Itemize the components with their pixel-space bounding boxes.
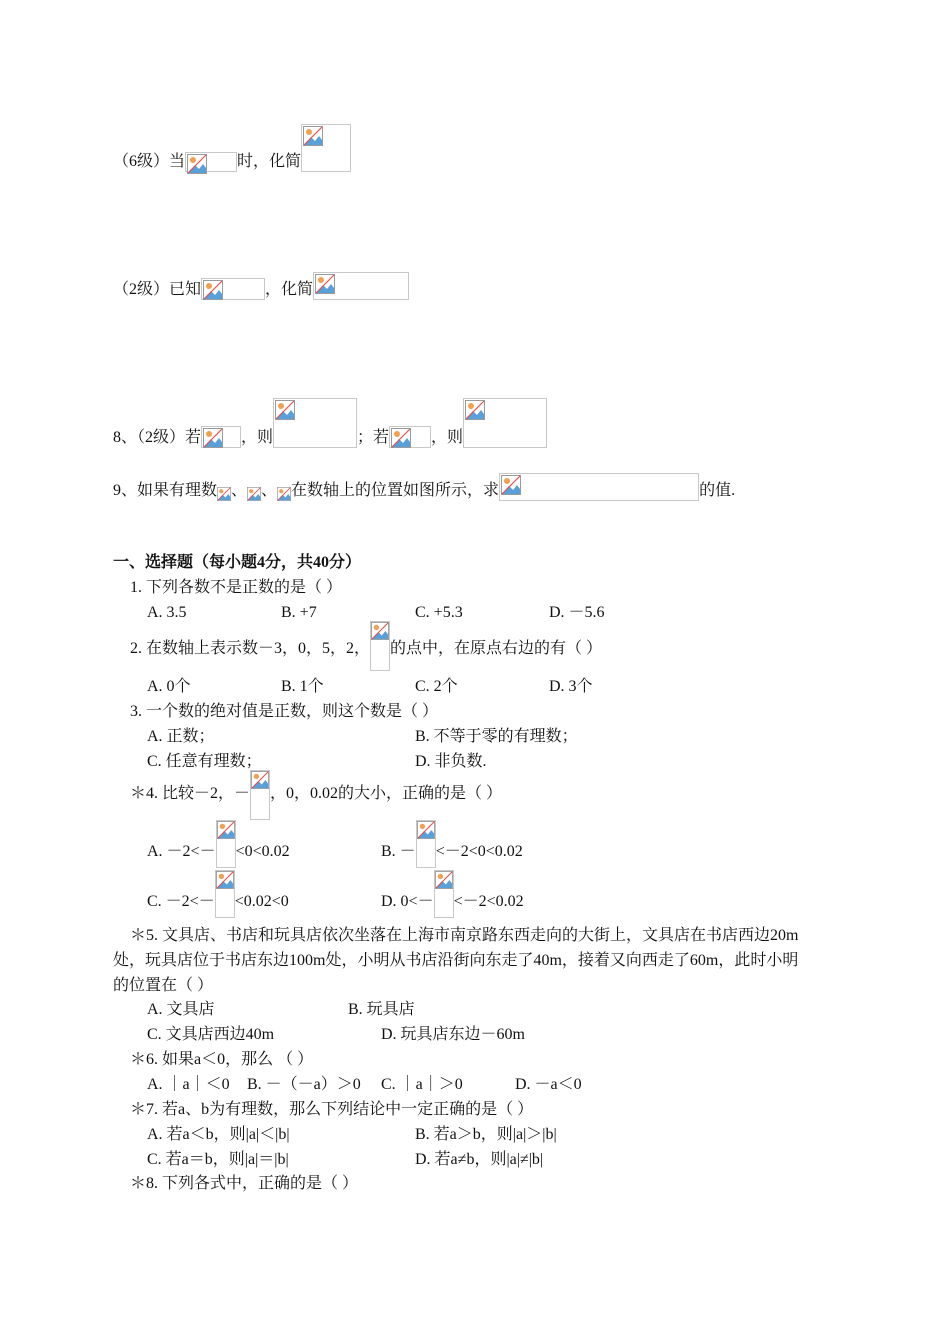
- formula-image: [313, 272, 409, 300]
- formula-image: [277, 487, 291, 501]
- q8-p4: ，则: [431, 429, 464, 446]
- mc3-option-a: A. 正数；: [147, 728, 215, 745]
- mc3-option-b: B. 不等于零的有理数；: [415, 728, 578, 745]
- formula-image: [201, 426, 241, 448]
- formula-image: [389, 426, 431, 448]
- q2-mid: ，化简: [265, 281, 314, 298]
- q9-p3: 的值.: [699, 482, 736, 499]
- mc5-option-c: C. 文具店西边40m: [147, 1026, 275, 1043]
- broken-image-icon: [216, 871, 234, 889]
- q8-p1: 8、（2级）若: [113, 429, 202, 446]
- formula-image: [273, 398, 357, 448]
- mc7-option-c: C. 若a＝b，则|a|＝|b|: [147, 1151, 289, 1168]
- formula-image: [247, 487, 261, 501]
- formula-image: [217, 487, 231, 501]
- broken-image-icon: [465, 400, 485, 420]
- mc4-option-a-part2: <0<0.02: [235, 843, 290, 860]
- broken-image-icon: [217, 487, 231, 501]
- q6-mid: 时，化简: [237, 153, 302, 170]
- broken-image-icon: [203, 428, 223, 448]
- mc2-option-a: A. 0个: [147, 678, 191, 695]
- mc8-stem: ＊8. 下列各式中，正确的是（ ）: [130, 1175, 359, 1192]
- formula-image: [216, 820, 236, 868]
- broken-image-icon: [303, 126, 323, 146]
- mc5-option-b: B. 玩具店: [348, 1001, 415, 1018]
- broken-image-icon: [371, 622, 389, 640]
- formula-image: [185, 152, 237, 172]
- mc1-option-b: B. +7: [281, 604, 317, 621]
- formula-image: [301, 124, 351, 172]
- broken-image-icon: [435, 871, 453, 889]
- q9-p1: 9、如果有理数: [113, 482, 218, 499]
- broken-image-icon: [203, 280, 223, 300]
- mc3-option-d: D. 非负数.: [415, 753, 487, 770]
- mc6-option-d: D. －a＜0: [515, 1076, 582, 1093]
- q9-sep2: 、: [261, 482, 278, 499]
- q9-sep1: 、: [231, 482, 248, 499]
- broken-image-icon: [217, 821, 235, 839]
- broken-image-icon: [277, 487, 291, 501]
- broken-image-icon: [315, 274, 335, 294]
- mc3-stem: 3. 一个数的绝对值是正数，则这个数是（ ）: [130, 703, 439, 720]
- mc7-option-b: B. 若a＞b，则|a|＞|b|: [415, 1126, 557, 1143]
- mc3-option-c: C. 任意有理数；: [147, 753, 262, 770]
- mc2-option-d: D. 3个: [549, 678, 593, 695]
- formula-image: [499, 473, 699, 501]
- formula-image: [370, 621, 390, 671]
- q9-p2: 在数轴上的位置如图所示，求: [291, 482, 500, 499]
- q2-prefix: （2级）已知: [113, 281, 202, 298]
- mc4-option-d-part1: D. 0<－: [381, 893, 434, 910]
- mc4-option-b-part1: B. －: [381, 843, 416, 860]
- mc5-option-d: D. 玩具店东边－60m: [381, 1026, 526, 1043]
- mc6-option-c: C. ｜a｜＞0: [381, 1076, 463, 1093]
- broken-image-icon: [187, 154, 207, 174]
- mc4-option-c-part1: C. －2<－: [147, 893, 215, 910]
- mc1-option-d: D. －5.6: [549, 604, 605, 621]
- mc4-stem-part2: ，0，0.02的大小，正确的是（ ）: [270, 785, 503, 802]
- broken-image-icon: [501, 475, 521, 495]
- mc1-stem: 1. 下列各数不是正数的是（ ）: [130, 579, 343, 596]
- mc4-option-a-part1: A. －2<－: [147, 843, 216, 860]
- mc1-option-a: A. 3.5: [147, 604, 187, 621]
- broken-image-icon: [247, 487, 261, 501]
- formula-image: [463, 398, 547, 448]
- q8-p3: ；若: [357, 429, 390, 446]
- formula-image: [250, 770, 270, 820]
- mc2-option-b: B. 1个: [281, 678, 324, 695]
- mc2-stem-part2: 的点中，在原点右边的有（ ）: [390, 640, 603, 657]
- formula-image: [215, 870, 235, 918]
- mc5-stem-line3: 的位置在（ ）: [113, 977, 214, 994]
- mc2-stem-part1: 2. 在数轴上表示数－3，0，5，2，: [130, 640, 371, 657]
- mc5-stem-line2: 处，玩具店位于书店东边100m处，小明从书店沿街向东走了40m，接着又向西走了60m，此时小明: [113, 952, 799, 969]
- mc6-option-a: A. ｜a｜＜0: [147, 1076, 230, 1093]
- mc4-stem-part1: ＊4. 比较－2，－: [130, 785, 251, 802]
- mc4-option-c-part2: <0.02<0: [234, 893, 289, 910]
- mc6-option-b: B. －（－a）＞0: [247, 1076, 361, 1093]
- mc6-stem: ＊6. 如果a＜0，那么 （ ）: [130, 1051, 314, 1068]
- broken-image-icon: [391, 428, 411, 448]
- mc4-option-b-part2: <－2<0<0.02: [435, 843, 523, 860]
- mc5-stem-line1: ＊5. 文具店、书店和玩具店依次坐落在上海市南京路东西走向的大街上，文具店在书店西边20m: [130, 927, 799, 944]
- formula-image: [434, 870, 454, 918]
- broken-image-icon: [417, 821, 435, 839]
- formula-image: [201, 278, 265, 300]
- formula-image: [416, 820, 436, 868]
- mc7-option-d: D. 若a≠b，则|a|≠|b|: [415, 1151, 544, 1168]
- mc5-option-a: A. 文具店: [147, 1001, 215, 1018]
- broken-image-icon: [275, 400, 295, 420]
- broken-image-icon: [251, 771, 269, 789]
- mc7-stem: ＊7. 若a、b为有理数，那么下列结论中一定正确的是（ ）: [130, 1101, 534, 1118]
- q8-p2: ，则: [241, 429, 274, 446]
- mc4-option-d-part2: <－2<0.02: [453, 893, 524, 910]
- q6-prefix: （6级）当: [113, 153, 186, 170]
- mc1-option-c: C. +5.3: [415, 604, 463, 621]
- mc7-option-a: A. 若a＜b，则|a|＜|b|: [147, 1126, 290, 1143]
- section-title: 一、选择题（每小题4分，共40分）: [113, 554, 362, 571]
- mc2-option-c: C. 2个: [415, 678, 458, 695]
